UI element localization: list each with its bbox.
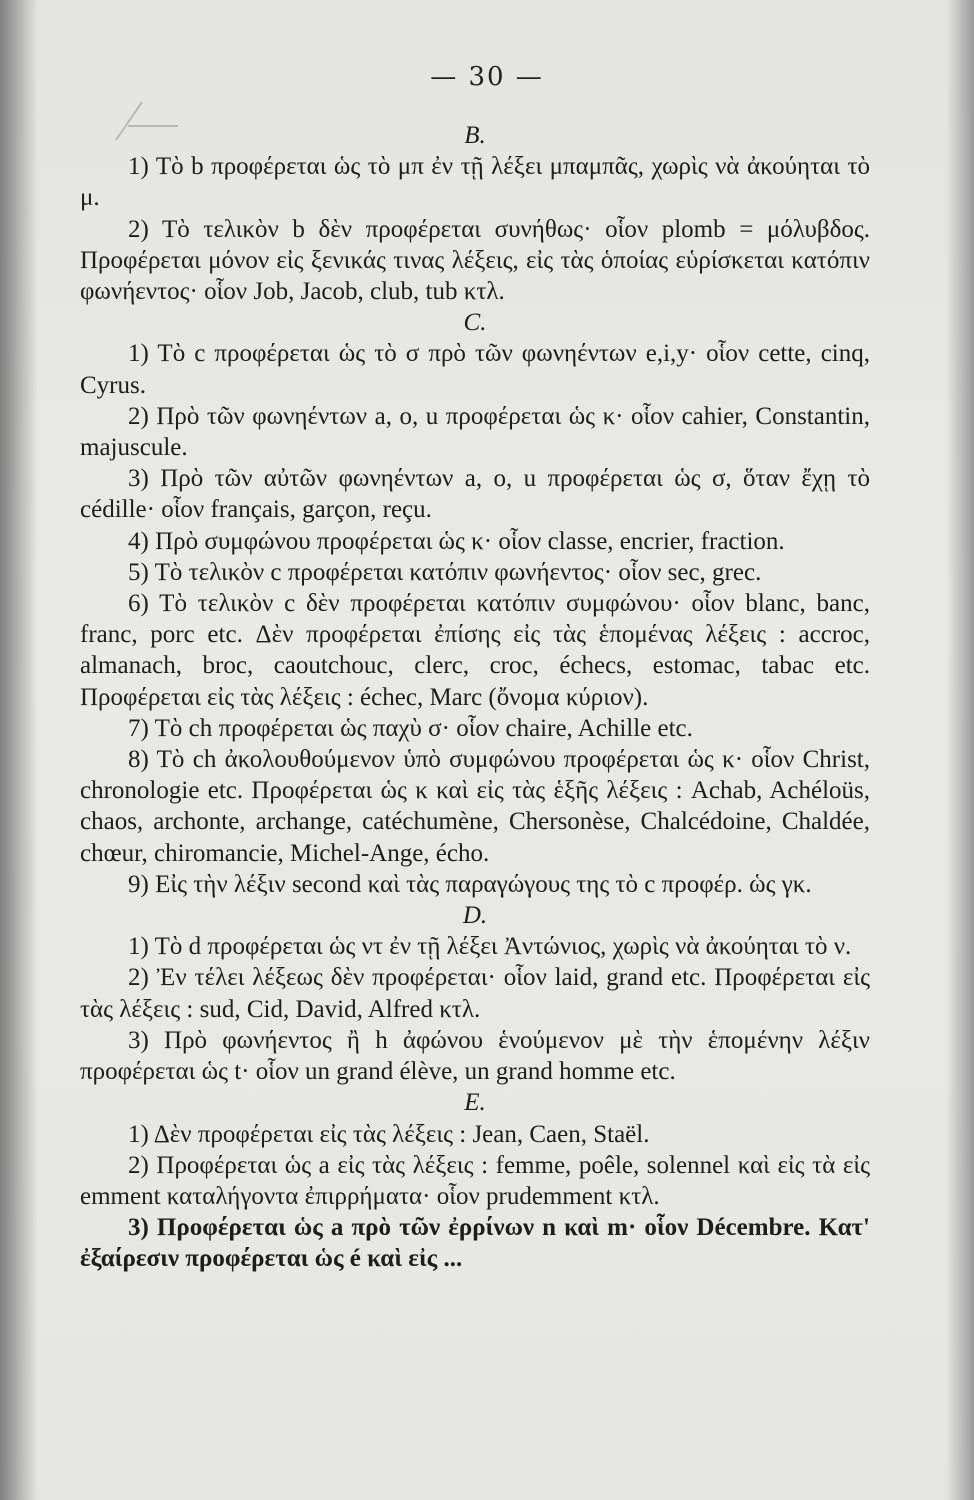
paragraph-d-2: 2) Ἐν τέλει λέξεως δὲν προφέρεται· οἷον laid, grand etc. Προφέρεται εἰς τὰς λέξεις : sud, Cid, David, Alfred κτλ. [80,964,870,1023]
paragraph-c-2: 2) Πρὸ τῶν φωνηέντων a, o, u προφέρεται ὡς κ· οἷον cahier, Constantin, majuscule. [80,402,870,462]
paragraph-d-1: 1) Τὸ d προφέρεται ὡς ντ ἐν τῇ λέξει Ἀντώνιος, χωρὶς νὰ ἀκούηται τὸ ν. [128,933,852,961]
paragraph-c-6: 6) Τὸ τελικὸν c δὲν προφέρεται κατόπιν συμφώνου· οἷον blanc, banc, franc, porc etc. Δὲν προφέρεται ἐπίσης εἰς τὰς ἑπομένας λέξεις : accroc, almanach, broc, caoutchouc, clerc, croc, échecs, estomac, tabac etc. Προφέρεται εἰς τὰς λέξεις : échec, Marc (ὄνομα κύριον). [80,590,870,711]
paragraph-c-7: 7) Τὸ ch προφέρεται ὡς παχὺ σ· οἷον chaire, Achille etc. [128,714,693,742]
paragraph-b-2: 2) Τὸ τελικὸν b δὲν προφέρεται συνήθως· οἷον plomb = μόλυβδος. Προφέρεται μόνον εἰς ξενικάς τινας λέξεις, εἰς τὰς ὁποίας εὑρίσκεται κατόπιν φωνήεντος· οἷον Job, Jacob, club, tub κτλ. [80,215,870,306]
page-text [80,120,870,1275]
section-heading-d: D. [462,902,488,930]
paragraph-c-5: 5) Τὸ τελικὸν c προφέρεται κατόπιν φωνήεντος· οἷον sec, grec. [128,558,762,586]
paragraph-b-1: 1) Τὸ b προφέρεται ὡς τὸ μπ ἐν τῇ λέξει μπαμπᾶς, χωρὶς νὰ ἀκούηται τὸ μ. [80,153,870,212]
page-number: — 30 — [430,62,544,92]
section-heading-b: B. [464,122,486,149]
paragraph-e-3: 3) Προφέρεται ὡς a πρὸ τῶν ἐρρίνων n καὶ m· οἷον Décembre. Κατ' ἐξαίρεσιν προφέρεται ὡς é καὶ εἰς ... [80,1214,870,1273]
section-heading-e: E. [464,1089,486,1117]
paragraph-c-8: 8) Τὸ ch ἀκολουθούμενον ὑπὸ συμφώνου προφέρεται ὡς κ· οἷον Christ, chronologie etc. Προφέρεται ὡς κ καὶ εἰς τὰς ἑξῆς λέξεις : Achab, Achéloüs, chaos, archonte, archange, catéchumène, Chersonèse, Chalcédoine, Chaldée, chœur, chiromancie, Michel-Ange, écho. [80,746,870,867]
paragraph-c-3: 3) Πρὸ τῶν αὐτῶν φωνηέντων a, o, u προφέρεται ὡς σ, ὅταν ἔχῃ τὸ cédille· οἷον français, garçon, reçu. [80,465,870,524]
paragraph-c-1: 1) Τὸ c προφέρεται ὡς τὸ σ πρὸ τῶν φωνηέντων e,i,y· οἷον cette, cinq, Cyrus. [80,340,870,399]
paragraph-e-2: 2) Προφέρεται ὡς a εἰς τὰς λέξεις : femme, poêle, solennel καὶ εἰς τὰ εἰς emment καταλήγοντα ἐπιρρήματα· οἷον prudemment κτλ. [80,1151,870,1210]
section-heading-c: C. [463,309,487,337]
paragraph-c-9: 9) Εἰς τὴν λέξιν second καὶ τὰς παραγώγους της τὸ c προφέρ. ὡς γκ. [128,870,812,898]
paragraph-d-3: 3) Πρὸ φωνήεντος ἢ h ἀφώνου ἑνούμενον μὲ τὴν ἑπομένην λέξιν προφέρεται ὡς t· οἷον un grand élève, un grand homme etc. [80,1026,870,1086]
paragraph-c-4: 4) Πρὸ συμφώνου προφέρεται ὡς κ· οἷον classe, encrier, fraction. [128,527,785,555]
paragraph-e-1: 1) Δὲν προφέρεται εἰς τὰς λέξεις : Jean, Caen, Staël. [128,1120,650,1148]
